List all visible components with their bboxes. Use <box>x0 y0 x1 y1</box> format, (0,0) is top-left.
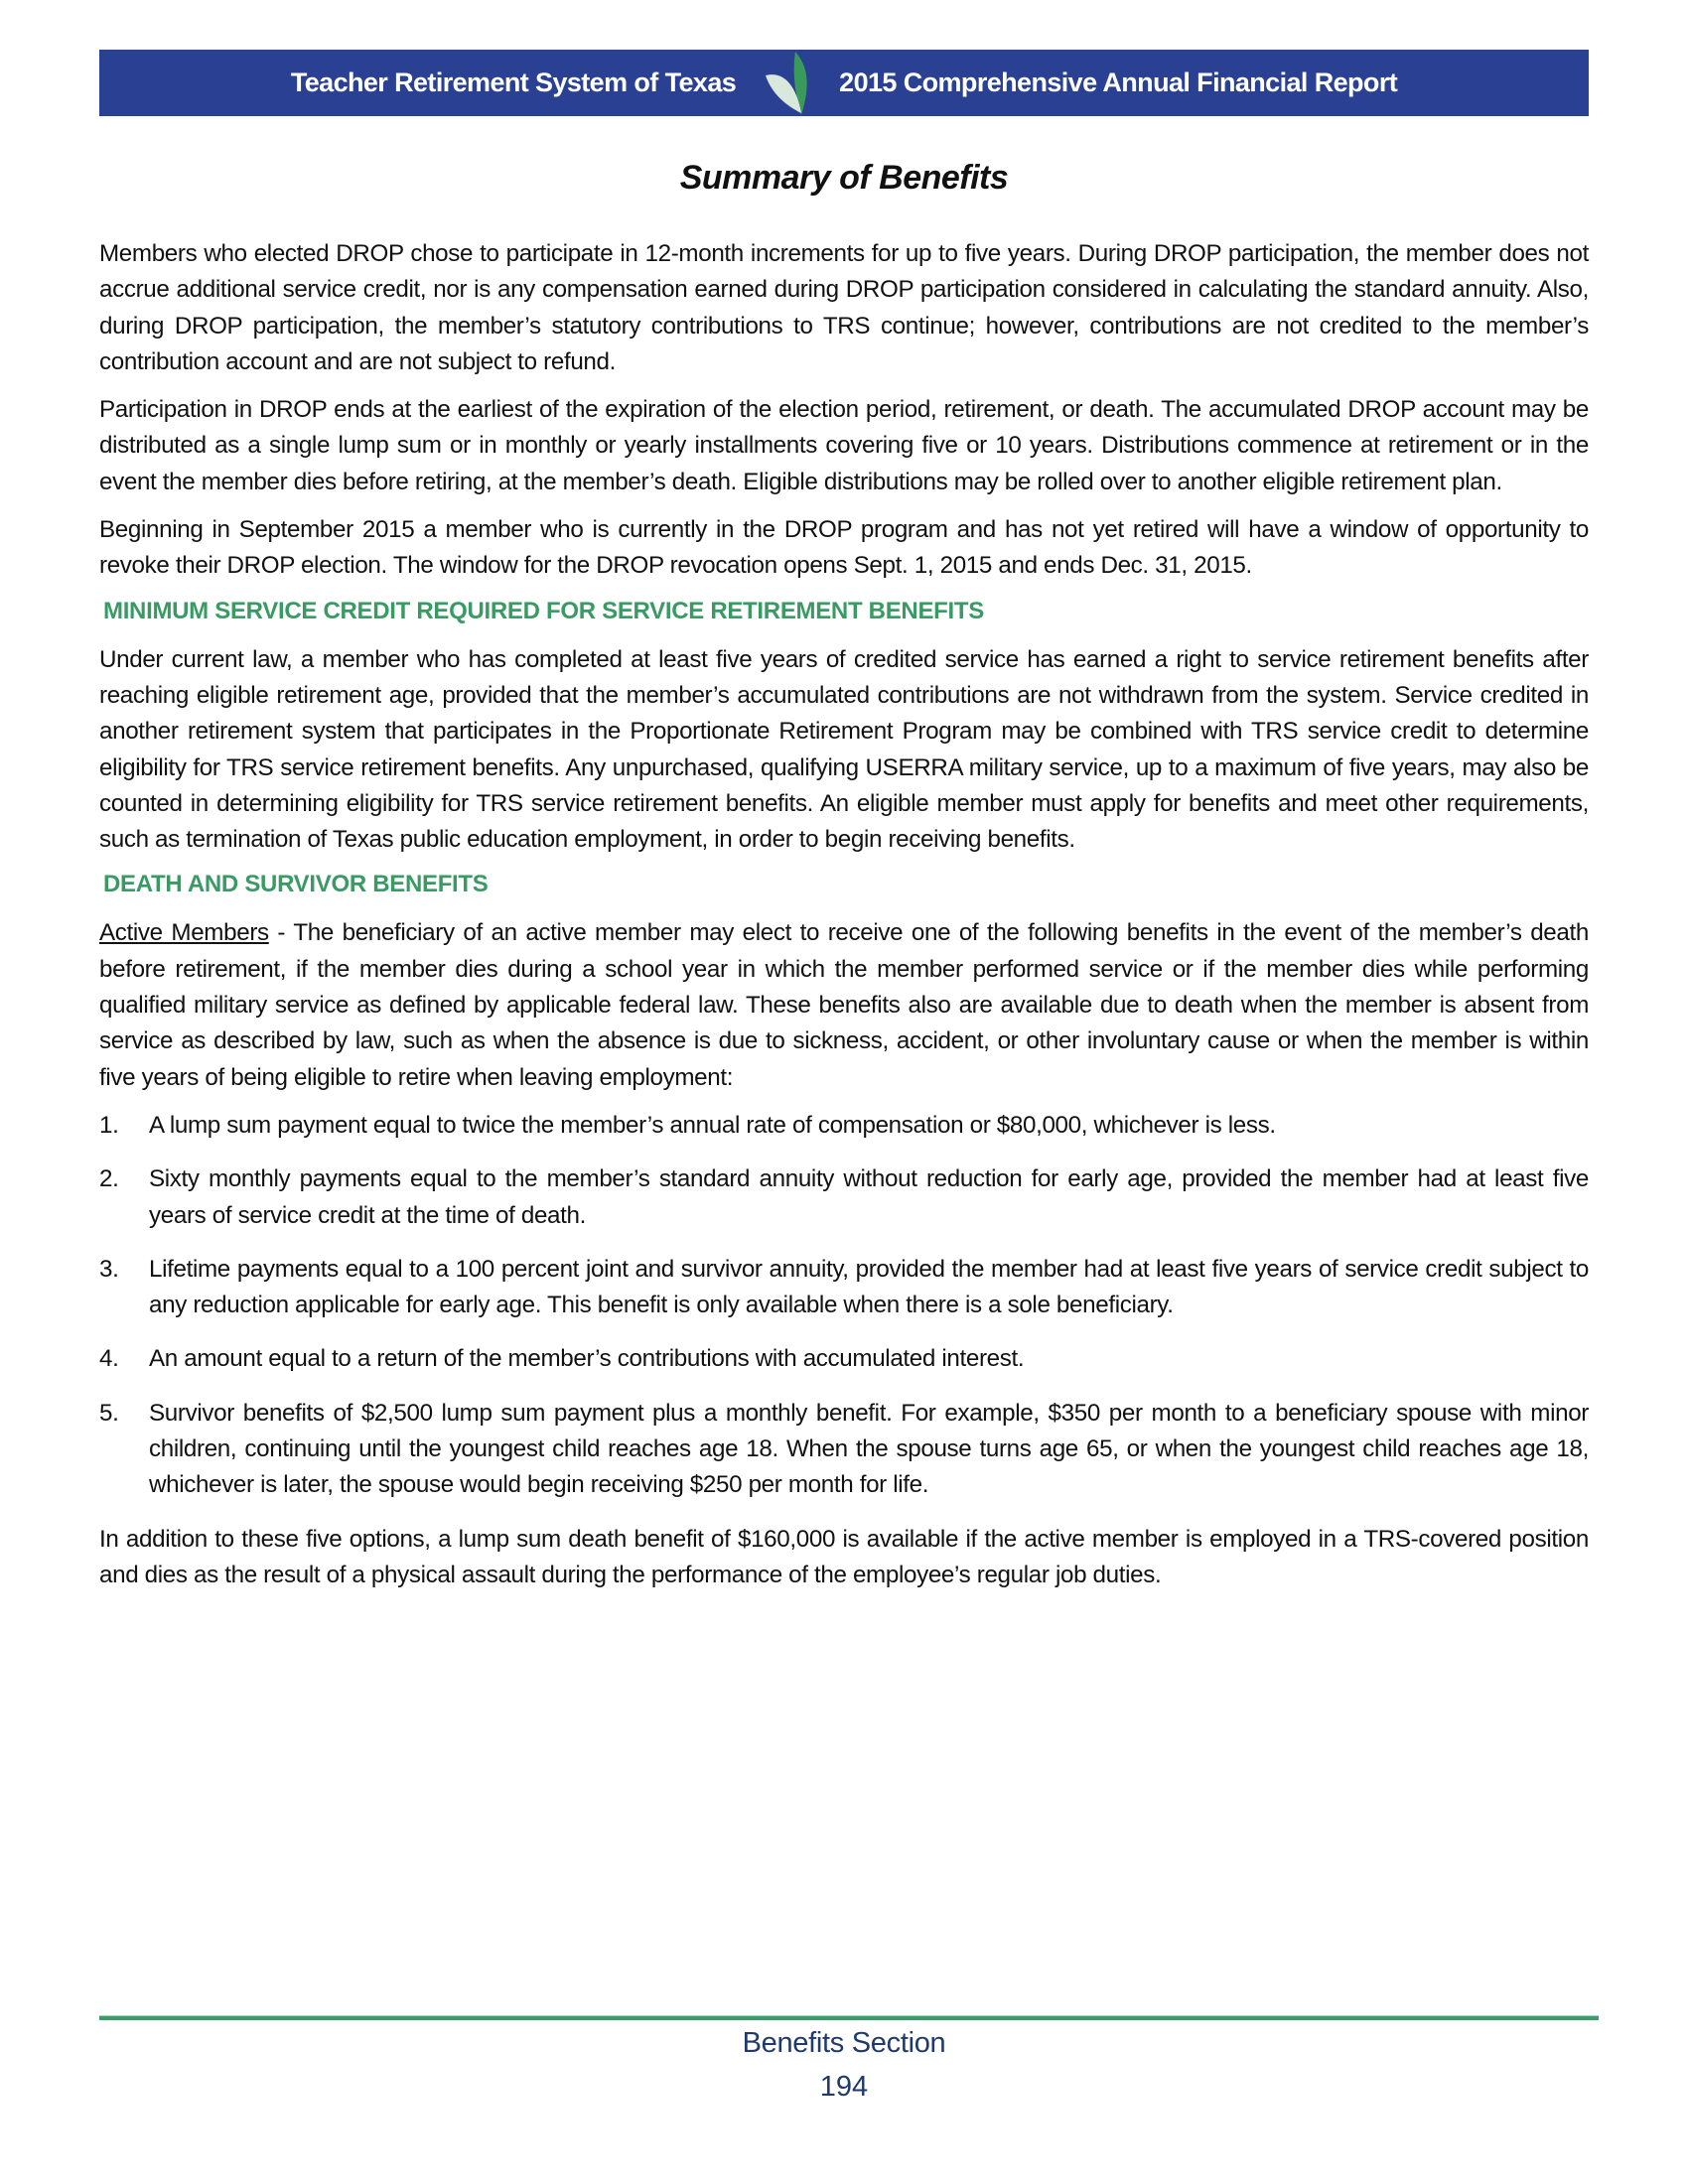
list-number: 2. <box>99 1165 119 1193</box>
footer-section-label: Benefits Section <box>742 2027 946 2059</box>
page-number: 194 <box>819 2071 869 2103</box>
list-item <box>99 1108 1589 1144</box>
list-item-text: An amount equal to a return of the member’s contributions with accumulated interest. <box>149 1345 1025 1373</box>
active-members-text: - The beneficiary of an active member may elect to receive one of the following benefits in the event of the member’s death before retirement, if the member dies during a school year in which the member performed service or if the member dies while performing qualified military service as defined by applicable federal law. These benefits also are available due to death when the member is absent from service as described by law, such as when the absence is due to sickness, accident, or other involuntary cause or when the member is within five years of being eligible to retire when leaving employment: <box>99 919 1589 1091</box>
list-number: 1. <box>99 1111 119 1139</box>
list-item-text: Survivor benefits of $2,500 lump sum payment plus a monthly benefit. For example, $350 per month to a beneficiary spouse with minor children, continuing until the youngest child reaches age 18. When the spouse turns age 65, or when the youngest child reaches age 18, whichever is later, the spouse would begin receiving $250 per month for life. <box>149 1399 1589 1499</box>
section-heading-min-service: MINIMUM SERVICE CREDIT REQUIRED FOR SERVICE RETIREMENT BENEFITS <box>103 597 984 624</box>
list-number: 4. <box>99 1345 119 1373</box>
closing-paragraph: In addition to these five options, a lump sum death benefit of $160,000 is available if the active member is employed in a TRS-covered position and dies as the result of a physical assault during the performance of the employee’s regular job duties. <box>99 1525 1589 1588</box>
leaf-logo-icon <box>762 50 817 116</box>
intro-paragraph: Beginning in September 2015 a member who is currently in the DROP program and has not yet retired will have a window of opportunity to revoke their DROP election. The window for the DROP revocation opens Sept. 1, 2015 and ends Dec. 31, 2015. <box>99 516 1589 580</box>
intro-paragraph: Members who elected DROP chose to participate in 12-month increments for up to five years. During DROP participation, the member does not accrue additional service credit, nor is any compensation earned during DROP participation considered in calculating the standard annuity. Also, during DROP participation, the member’s statutory contributions to TRS continue; however, contributions are not credited to the member’s contribution account and are not subject to refund. <box>99 240 1589 375</box>
active-members-paragraph <box>99 915 1589 1095</box>
list-item <box>99 1341 1589 1377</box>
list-item <box>99 1396 1589 1504</box>
list-item <box>99 1161 1589 1234</box>
intro-paragraph: Participation in DROP ends at the earliest of the expiration of the election period, retirement, or death. The accumulated DROP account may be distributed as a single lump sum or in monthly or yearly installments covering five or 10 years. Distributions commence at retirement or in the event the member dies before retiring, at the member’s death. Eligible distributions may be rolled over to another eligible retirement plan. <box>99 396 1589 495</box>
document-body <box>99 236 1589 1605</box>
header-banner <box>99 50 1589 116</box>
list-item-text: A lump sum payment equal to twice the member’s annual rate of compensation or $80,000, whichever is less. <box>149 1111 1276 1139</box>
list-number: 3. <box>99 1255 119 1283</box>
footer-divider <box>99 2015 1599 2020</box>
section-heading-death-survivor: DEATH AND SURVIVOR BENEFITS <box>103 871 489 898</box>
min-service-paragraph: Under current law, a member who has completed at least five years of credited service has earned a right to service retirement benefits after reaching eligible retirement age, provided that the member’s accumulated contributions are not withdrawn from the system. Service credited in another retirement system that participates in the Proportionate Retirement Program may be combined with TRS service credit to determine eligibility for TRS service retirement benefits. Any unpurchased, qualifying USERRA military service, up to a maximum of five years, may also be counted in determining eligibility for TRS service retirement benefits. An eligible member must apply for benefits and meet other requirements, such as termination of Texas public education employment, in order to begin receiving benefits. <box>99 645 1589 854</box>
list-item-text: Sixty monthly payments equal to the member’s standard annuity without reduction for early age, provided the member had at least five years of service credit at the time of death. <box>149 1165 1589 1229</box>
page-title: Summary of Benefits <box>679 159 1009 197</box>
report-title: 2015 Comprehensive Annual Financial Report <box>839 68 1398 97</box>
list-item-text: Lifetime payments equal to a 100 percent joint and survivor annuity, provided the member had at least five years of service credit subject to any reduction applicable for early age. This benefit is only available when there is a sole beneficiary. <box>149 1255 1589 1319</box>
benefit-options-list <box>99 1108 1589 1504</box>
org-title: Teacher Retirement System of Texas <box>290 68 737 97</box>
active-members-label: Active Members <box>99 919 269 947</box>
list-number: 5. <box>99 1399 119 1427</box>
list-item <box>99 1252 1589 1324</box>
